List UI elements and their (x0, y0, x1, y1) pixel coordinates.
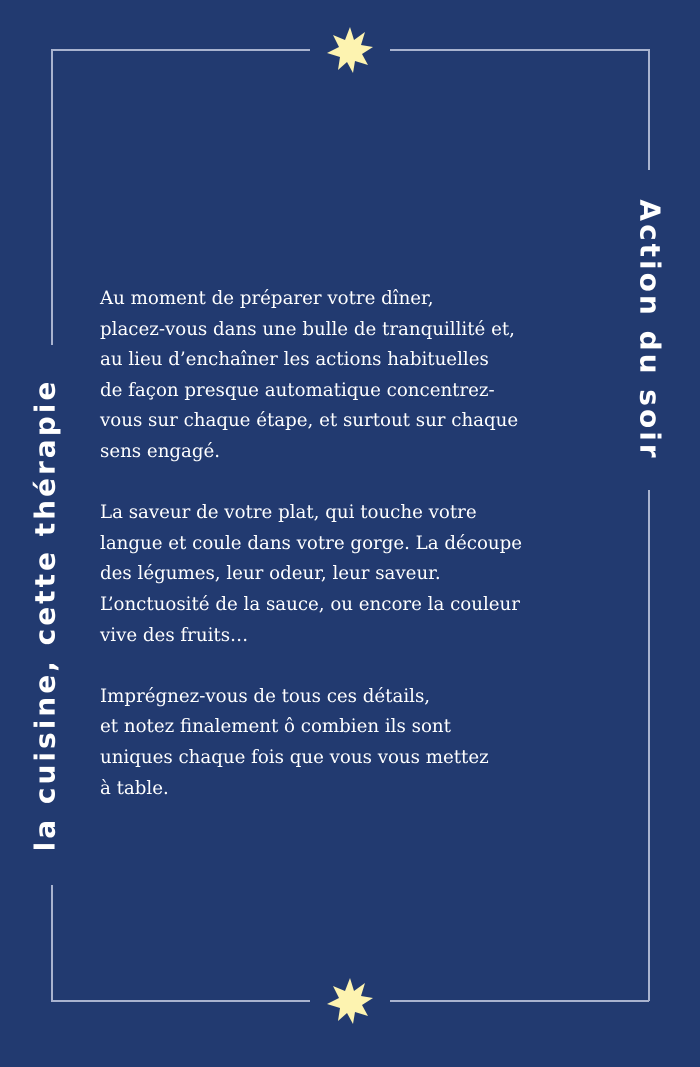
text-line: de façon presque automatique concentrez- (100, 379, 495, 401)
text-line: sens engagé. (100, 440, 221, 462)
text-line: vous sur chaque étape, et surtout sur chaque (100, 410, 519, 432)
paragraph (100, 284, 522, 468)
frame-left-upper (51, 49, 53, 345)
paragraph (100, 498, 522, 651)
star-icon (326, 26, 374, 74)
paragraph (100, 682, 522, 804)
frame-right-lower (648, 490, 650, 1001)
text-line: au lieu d’enchaîner les actions habituelles (100, 349, 489, 371)
star-icon (326, 977, 374, 1025)
text-line: langue et coule dans votre gorge. La découpe (100, 532, 523, 554)
text-line: placez-vous dans une bulle de tranquillité et, (100, 318, 515, 340)
text-line: des légumes, leur odeur, leur saveur. (100, 563, 441, 585)
frame-bottom-right (390, 1000, 649, 1002)
text-line: Au moment de préparer votre dîner, (100, 288, 434, 309)
text-line: à table. (100, 777, 169, 799)
frame-bottom-left (51, 1000, 310, 1002)
frame-right-upper (648, 49, 650, 170)
side-title-right: Action du soir (633, 199, 667, 461)
frame-top-left (51, 49, 310, 51)
text-line: La saveur de votre plat, qui touche votre (100, 502, 477, 524)
text-line: et notez finalement ô combien ils sont (100, 716, 451, 738)
frame-top-right (390, 49, 649, 51)
text-line: Imprégnez-vous de tous ces détails, (100, 685, 431, 707)
frame-left-lower (51, 885, 53, 1001)
text-line: L’onctuosité de la sauce, ou encore la couleur (100, 593, 520, 615)
text-line: vive des fruits… (100, 624, 249, 646)
side-title-left: la cuisine, cette thérapie (28, 378, 62, 852)
text-line: uniques chaque fois que vous vous mettez (100, 746, 489, 768)
card-body (100, 284, 522, 835)
